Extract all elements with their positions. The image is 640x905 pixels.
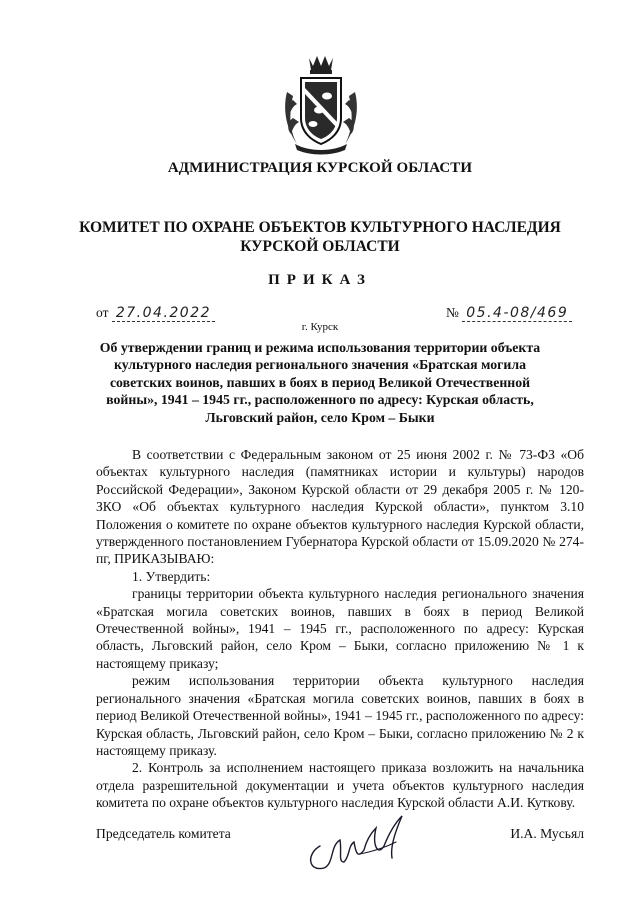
administration-heading: АДМИНИСТРАЦИЯ КУРСКОЙ ОБЛАСТИ [167, 160, 473, 176]
paragraph-item-1: 1. Утвердить: [132, 568, 211, 584]
signer-name: И.А. Мусьял [510, 826, 584, 841]
number-value: 05.4-08/469 [462, 305, 572, 322]
coat-of-arms-icon [279, 52, 363, 156]
number-prefix: № [446, 305, 459, 320]
date-value: 27.04.2022 [112, 305, 215, 322]
paragraph-boundaries: границы территории объекта культурного наследия регионального значения «Братская могила советских воинов, павших в боях в период Великой Отечественной войны», 1941 – 1945 гг., расположенного по адресу: Курская область, Льговский район, село Кром – Быки, согласно приложению № 1 к настоящему приказу; [96, 586, 584, 671]
order-title: Об утверждении границ и режима использования территории объекта культурного наследия регионального значения «Братская могила советских воинов, павших в боях в период Великой Отечественной войны», 1941 – 1945 гг., расположенного по адресу: Курская область, Льговский район, село Кром – Быки [99, 340, 541, 425]
signer-position: Председатель комитета [96, 826, 231, 841]
paragraph-preamble: В соответствии с Федеральным законом от 25 июня 2002 г. № 73-ФЗ «Об объектах культурного наследия (памятниках истории и культуры) народов Российской Федерации», Законом Курской области от 29 декабря 2005 г. № 120-ЗКО «Об объектах культурного наследия Курской области», пунктом 3.10 Положения о комитете по охране объектов культурного наследия Курской области, утвержденного постановлением Губернатора Курской области от 15.09.2020 № 274-пг, ПРИКАЗЫВАЮ: [96, 447, 584, 567]
city: г. Курск [301, 321, 339, 333]
order-number [446, 305, 572, 322]
paragraph-regime: режим использования территории объекта культурного наследия регионального значения «Братская могила советских воинов, павших в боях в период Великой Отечественной войны», 1941 – 1945 гг., расположенного по адресу: Курская область, Льговский район, село Кром – Быки, согласно приложению № 2 к настоящему приказу. [96, 673, 584, 758]
paragraph-item-2: 2. Контроль за исполнением настоящего приказа возложить на начальника отдела разрешительной документации и учета объектов культурного наследия комитета по охране объектов культурного наследия Курской области А.И. Куткову. [96, 760, 584, 811]
date-prefix: от [96, 305, 109, 320]
order-date [96, 305, 215, 322]
document-type: ПРИКАЗ [268, 272, 372, 288]
committee-heading-line1: КОМИТЕТ ПО ОХРАНЕ ОБЪЕКТОВ КУЛЬТУРНОГО НАСЛЕДИЯ [79, 219, 561, 236]
handwritten-signature [300, 806, 420, 876]
committee-heading [60, 218, 580, 256]
order-body [96, 446, 584, 812]
committee-heading-line2: КУРСКОЙ ОБЛАСТИ [240, 238, 400, 255]
